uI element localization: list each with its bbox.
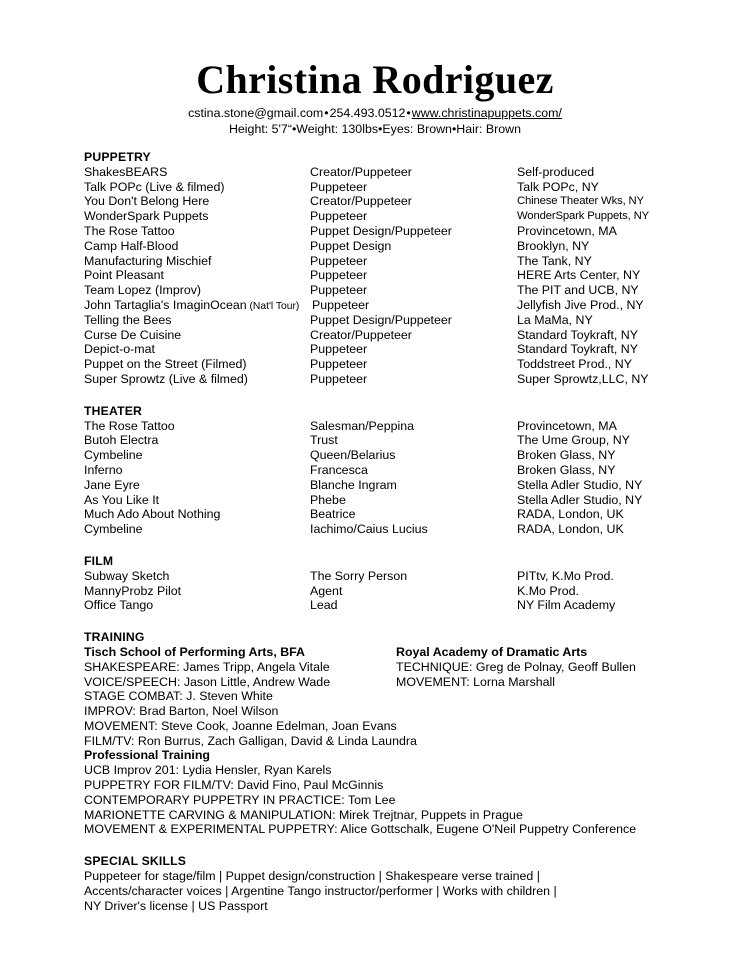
credit-title: Butoh Electra	[84, 433, 159, 448]
separator-dot: •	[451, 122, 457, 136]
credit-role: Puppeteer	[310, 371, 368, 386]
training-detail-line: MARIONETTE CARVING & MANIPULATION: Mirek Trejtnar, Puppets in Prague	[84, 807, 523, 822]
credit-title: WonderSpark Puppets	[84, 209, 209, 224]
training-detail-line: MOVEMENT & EXPERIMENTAL PUPPETRY: Alice Gottschalk, Eugene O'Neil Puppetry Conference	[84, 822, 637, 837]
credit-role: The Sorry Person	[310, 568, 408, 583]
credit-title: Inferno	[84, 462, 123, 477]
credit-role: Trust	[310, 433, 338, 448]
section-puppetry	[84, 150, 684, 387]
spacer	[84, 387, 684, 404]
credit-title: As You Like It	[84, 492, 160, 507]
training-detail-line: UCB Improv 201: Lydia Hensler, Ryan Karels	[84, 763, 332, 778]
credit-venue: Standard Toykraft, NY	[517, 327, 638, 342]
eyes-text: Eyes: Brown	[382, 122, 452, 136]
credit-role: Puppet Design	[310, 238, 392, 253]
skills-line: Accents/character voices | Argentine Tango instructor/performer | Works with children |	[84, 884, 557, 899]
credit-role: Puppeteer	[310, 357, 368, 372]
credit-row	[84, 448, 684, 463]
credit-row	[84, 194, 684, 209]
skills-list	[84, 869, 684, 914]
credit-title: John Tartaglia's ImaginOcean (Nat'l Tour)	[84, 297, 300, 312]
credit-row	[84, 372, 684, 387]
physical-stats-line	[0, 121, 750, 137]
credit-role: Puppeteer	[310, 179, 368, 194]
credit-venue: RADA, London, UK	[517, 507, 624, 522]
separator-dot: •	[291, 122, 297, 136]
credit-role: Agent	[310, 583, 343, 598]
credit-title: Cymbeline	[84, 448, 143, 463]
professional-training-heading: Professional Training	[84, 748, 210, 763]
credit-role: Salesman/Peppina	[310, 418, 415, 433]
credit-venue: Standard Toykraft, NY	[517, 342, 638, 357]
resume-body	[84, 150, 684, 914]
credit-row	[84, 283, 684, 298]
contact-line	[0, 105, 750, 121]
credit-row	[84, 298, 684, 313]
credit-row	[84, 224, 684, 239]
credit-row	[84, 313, 684, 328]
spacer	[84, 613, 684, 630]
credit-venue: Stella Adler Studio, NY	[517, 492, 643, 507]
separator-dot: •	[406, 106, 411, 120]
credit-row	[84, 598, 684, 613]
credit-row	[84, 478, 684, 493]
credit-list-film	[84, 569, 684, 613]
credit-title: Point Pleasant	[84, 268, 164, 283]
credit-title: Jane Eyre	[84, 477, 140, 492]
credit-venue: HERE Arts Center, NY	[517, 268, 641, 283]
training-detail-line: CONTEMPORARY PUPPETRY IN PRACTICE: Tom Lee	[84, 792, 396, 807]
credit-venue: Provincetown, MA	[517, 418, 617, 433]
credit-row	[84, 165, 684, 180]
weight-text: Weight: 130lbs	[296, 122, 379, 136]
skills-line: NY Driver's license | US Passport	[84, 899, 268, 914]
section-heading-puppetry: PUPPETRY	[84, 150, 151, 164]
credit-title: Manufacturing Mischief	[84, 253, 212, 268]
section-heading-training: TRAINING	[84, 630, 145, 645]
resume-header	[0, 58, 750, 137]
credit-venue: The Tank, NY	[517, 253, 592, 268]
credit-title: Talk POPc (Live & filmed)	[84, 179, 225, 194]
credit-list-puppetry	[84, 165, 684, 387]
credit-title: The Rose Tattoo	[84, 418, 175, 433]
credit-row	[84, 569, 684, 584]
credit-title-note: (Nat'l Tour)	[246, 300, 300, 312]
credit-title: Team Lopez (Improv)	[84, 283, 202, 298]
training-detail-line: TECHNIQUE: Greg de Polnay, Geoff Bullen	[396, 659, 636, 674]
section-heading-skills: SPECIAL SKILLS	[84, 854, 187, 869]
credit-venue: The PIT and UCB, NY	[517, 283, 639, 298]
training-school-name: Tisch School of Performing Arts, BFA	[84, 644, 305, 659]
credit-row	[84, 357, 684, 372]
section-theater	[84, 404, 684, 537]
credit-row	[84, 433, 684, 448]
credit-title: You Don't Belong Here	[84, 194, 210, 209]
credit-row	[84, 463, 684, 478]
credit-role: Phebe	[310, 492, 346, 507]
credit-role: Puppeteer	[310, 253, 368, 268]
credit-role: Creator/Puppeteer	[310, 327, 412, 342]
credit-role: Puppeteer	[312, 297, 370, 312]
email-text: cstina.stone@gmail.com	[188, 106, 324, 120]
credit-title: Puppet on the Street (Filmed)	[84, 357, 247, 372]
credit-venue: La MaMa, NY	[517, 312, 593, 327]
credit-venue: K.Mo Prod.	[517, 583, 579, 598]
credit-row	[84, 419, 684, 434]
credit-row	[84, 522, 684, 537]
credit-row	[84, 254, 684, 269]
credit-title: MannyProbz Pilot	[84, 583, 182, 598]
spacer	[84, 537, 684, 554]
credit-title: Much Ado About Nothing	[84, 507, 221, 522]
credit-role: Puppeteer	[310, 342, 368, 357]
credit-venue: NY Film Academy	[517, 598, 616, 613]
credit-role: Puppeteer	[310, 283, 368, 298]
credit-venue: The Ume Group, NY	[517, 433, 630, 448]
credit-title: Super Sprowtz (Live & filmed)	[84, 371, 248, 386]
credit-venue: Brooklyn, NY	[517, 238, 590, 253]
professional-training-block	[84, 748, 684, 837]
credit-row	[84, 180, 684, 195]
credit-title: The Rose Tattoo	[84, 223, 175, 238]
credit-title: ShakesBEARS	[84, 164, 168, 179]
credit-venue: Talk POPc, NY	[517, 179, 599, 194]
height-text: Height: 5'7“	[228, 122, 292, 136]
training-detail-line: VOICE/SPEECH: Jason Little, Andrew Wade	[84, 674, 331, 689]
credit-row	[84, 493, 684, 508]
credit-role: Puppet Design/Puppeteer	[310, 223, 452, 238]
credit-role: Puppeteer	[310, 209, 368, 224]
page-title: Christina Rodriguez	[196, 57, 554, 102]
credit-venue: Broken Glass, NY	[517, 448, 616, 463]
spacer	[84, 837, 684, 854]
credit-venue: Broken Glass, NY	[517, 462, 616, 477]
credit-row	[84, 342, 684, 357]
credit-venue: RADA, London, UK	[517, 522, 624, 537]
skills-line: Puppeteer for stage/film | Puppet design/construction | Shakespeare verse trained |	[84, 869, 540, 884]
section-film	[84, 554, 684, 613]
credit-role: Puppet Design/Puppeteer	[310, 312, 452, 327]
credit-title: Cymbeline	[84, 522, 143, 537]
credit-title: Curse De Cuisine	[84, 327, 182, 342]
credit-venue: Provincetown, MA	[517, 223, 617, 238]
training-school-name: Royal Academy of Dramatic Arts	[396, 644, 588, 659]
phone-text: 254.493.0512	[329, 106, 406, 120]
training-right-column	[396, 645, 636, 689]
separator-dot: •	[378, 122, 383, 136]
separator-dot: •	[324, 106, 329, 120]
credit-row	[84, 268, 684, 283]
credit-role: Queen/Belarius	[310, 448, 396, 463]
credit-venue: Chinese Theater Wks, NY	[517, 195, 644, 208]
section-heading-theater: THEATER	[84, 403, 143, 418]
credit-title: Camp Half-Blood	[84, 238, 179, 253]
training-detail-line: SHAKESPEARE: James Tripp, Angela Vitale	[84, 659, 330, 674]
credit-venue: Jellyfish Jive Prod., NY	[517, 297, 644, 312]
training-detail-line: IMPROV: Brad Barton, Noel Wilson	[84, 704, 279, 719]
credit-title: Depict-o-mat	[84, 342, 155, 357]
training-detail-line: PUPPETRY FOR FILM/TV: David Fino, Paul McGinnis	[84, 778, 384, 793]
credit-row	[84, 328, 684, 343]
credit-title: Office Tango	[84, 598, 154, 613]
credit-role: Francesca	[310, 462, 368, 477]
training-detail-line: MOVEMENT: Steve Cook, Joanne Edelman, Joan Evans	[84, 718, 397, 733]
credit-row	[84, 209, 684, 224]
hair-text: Hair: Brown	[456, 122, 522, 136]
credit-venue: PITtv, K.Mo Prod.	[517, 568, 614, 583]
credit-row	[84, 507, 684, 522]
credit-row	[84, 239, 684, 254]
credit-role: Lead	[310, 598, 338, 613]
credit-venue: WonderSpark Puppets, NY	[517, 210, 649, 223]
credit-venue: Toddstreet Prod., NY	[517, 357, 633, 372]
credit-venue: Self-produced	[517, 164, 595, 179]
credit-list-theater	[84, 419, 684, 537]
credit-row	[84, 584, 684, 599]
credit-role: Creator/Puppeteer	[310, 164, 412, 179]
training-detail-line: FILM/TV: Ron Burrus, Zach Galligan, David & Linda Laundra	[84, 733, 417, 748]
training-columns	[84, 645, 684, 749]
credit-title: Telling the Bees	[84, 312, 172, 327]
section-heading-film: FILM	[84, 553, 114, 568]
credit-role: Blanche Ingram	[310, 477, 397, 492]
credit-role: Puppeteer	[310, 268, 368, 283]
credit-role: Creator/Puppeteer	[310, 194, 412, 209]
training-detail-line: STAGE COMBAT: J. Steven White	[84, 689, 273, 704]
website-link[interactable]: www.christinapuppets.com/	[411, 106, 562, 120]
training-detail-line: MOVEMENT: Lorna Marshall	[396, 674, 556, 689]
credit-venue: Super Sprowtz,LLC, NY	[517, 371, 649, 386]
credit-title: Subway Sketch	[84, 568, 170, 583]
credit-venue: Stella Adler Studio, NY	[517, 477, 643, 492]
credit-role: Beatrice	[310, 507, 356, 522]
section-training	[84, 630, 684, 837]
credit-role: Iachimo/Caius Lucius	[310, 522, 428, 537]
section-special-skills	[84, 854, 684, 914]
